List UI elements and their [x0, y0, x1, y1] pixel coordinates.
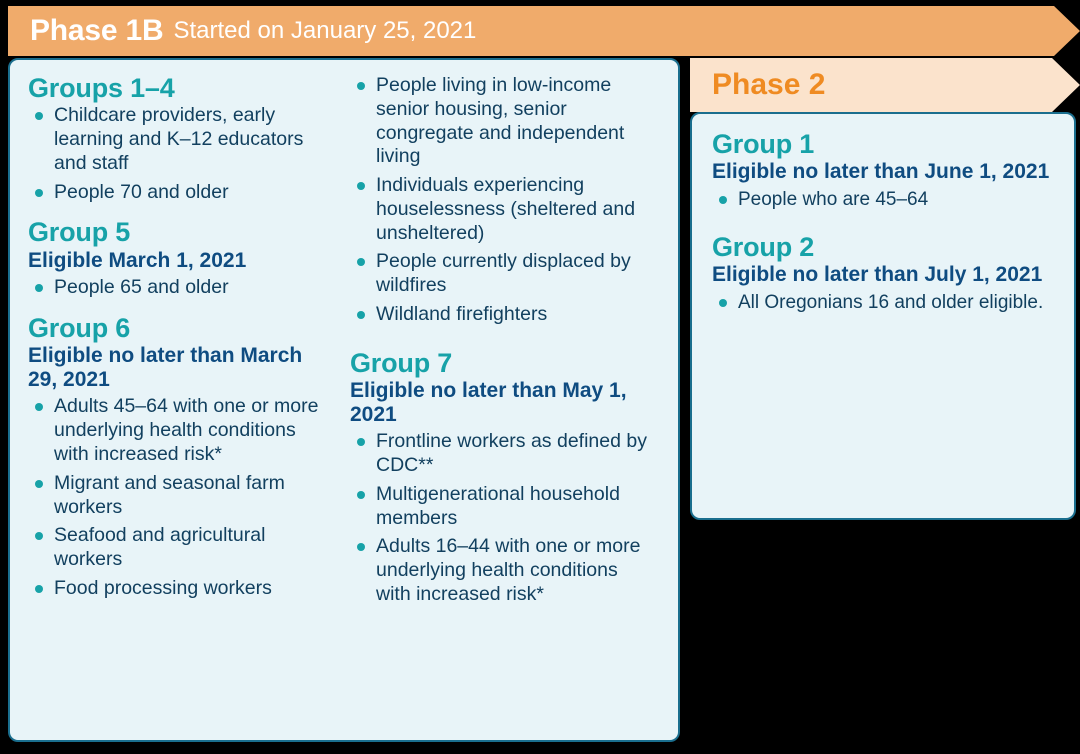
group-block-groups-1-4	[28, 74, 334, 204]
list-item: People 65 and older	[28, 276, 334, 300]
eligibility-text: Eligible no later than May 1, 2021	[350, 379, 627, 426]
eligibility-text: Eligible no later than July 1, 2021	[712, 263, 1043, 287]
group-item-list	[712, 188, 1054, 211]
eligibility-text: Eligible no later than March 29, 2021	[28, 344, 303, 391]
group-item-list	[28, 104, 334, 204]
list-item: Food processing workers	[28, 577, 334, 601]
list-item: Migrant and seasonal farm workers	[28, 472, 334, 520]
phase-1b-left-column	[28, 74, 334, 730]
list-item: People who are 45–64	[712, 188, 1054, 211]
group-item-list	[28, 276, 334, 300]
group-block-group-7	[350, 349, 656, 607]
group-heading: Group 7	[350, 347, 453, 378]
list-item: People living in low-income senior housing, senior congregate and independent living	[350, 74, 656, 169]
phase-1b-banner-body	[8, 6, 1054, 56]
list-item: Wildland firefighters	[350, 303, 656, 327]
list-item: Multigenerational household members	[350, 483, 656, 531]
phase-2-panel	[690, 112, 1076, 520]
list-item: Adults 45–64 with one or more underlying health conditions with increased risk*	[28, 395, 334, 466]
phase-2-banner	[690, 58, 1080, 112]
group-heading: Group 2	[712, 232, 815, 263]
group-item-list	[28, 395, 334, 600]
group-heading: Groups 1–4	[28, 73, 175, 103]
arrow-right-icon	[1054, 6, 1080, 56]
phase-1b-panel	[8, 58, 680, 742]
phase-1b-banner	[8, 6, 1080, 56]
phase-1b-right-column	[350, 74, 656, 730]
group-item-list	[350, 430, 656, 606]
eligibility-text: Eligible March 1, 2021	[28, 248, 247, 272]
group-block-group-5	[28, 218, 334, 300]
list-item: Individuals experiencing houselessness (sheltered and unsheltered)	[350, 174, 656, 245]
list-item: Frontline workers as defined by CDC**	[350, 430, 656, 478]
group-block-phase2-group-2	[712, 233, 1054, 314]
list-item: Childcare providers, early learning and K–12 educators and staff	[28, 104, 334, 175]
list-item: People currently displaced by wildfires	[350, 250, 656, 298]
group-6-continued-list	[350, 74, 656, 327]
group-block-group-6	[28, 314, 334, 601]
phase-1b-columns	[28, 74, 660, 730]
eligibility-text: Eligible no later than June 1, 2021	[712, 160, 1050, 184]
list-item: Seafood and agricultural workers	[28, 524, 334, 572]
group-heading: Group 5	[28, 217, 131, 248]
phase-2-title: Phase 2	[712, 68, 826, 101]
phase-2-banner-body	[690, 58, 1052, 112]
list-item: All Oregonians 16 and older eligible.	[712, 291, 1054, 314]
phase-1b-title: Phase 1B	[30, 14, 164, 47]
phase-1b-subtitle: Started on January 25, 2021	[173, 17, 477, 44]
list-item: People 70 and older	[28, 181, 334, 205]
group-heading: Group 1	[712, 129, 815, 159]
arrow-right-icon	[1052, 58, 1080, 112]
group-heading: Group 6	[28, 313, 131, 344]
list-item: Adults 16–44 with one or more underlying health conditions with increased risk*	[350, 535, 656, 606]
group-block-phase2-group-1	[712, 130, 1054, 211]
group-item-list	[712, 291, 1054, 314]
